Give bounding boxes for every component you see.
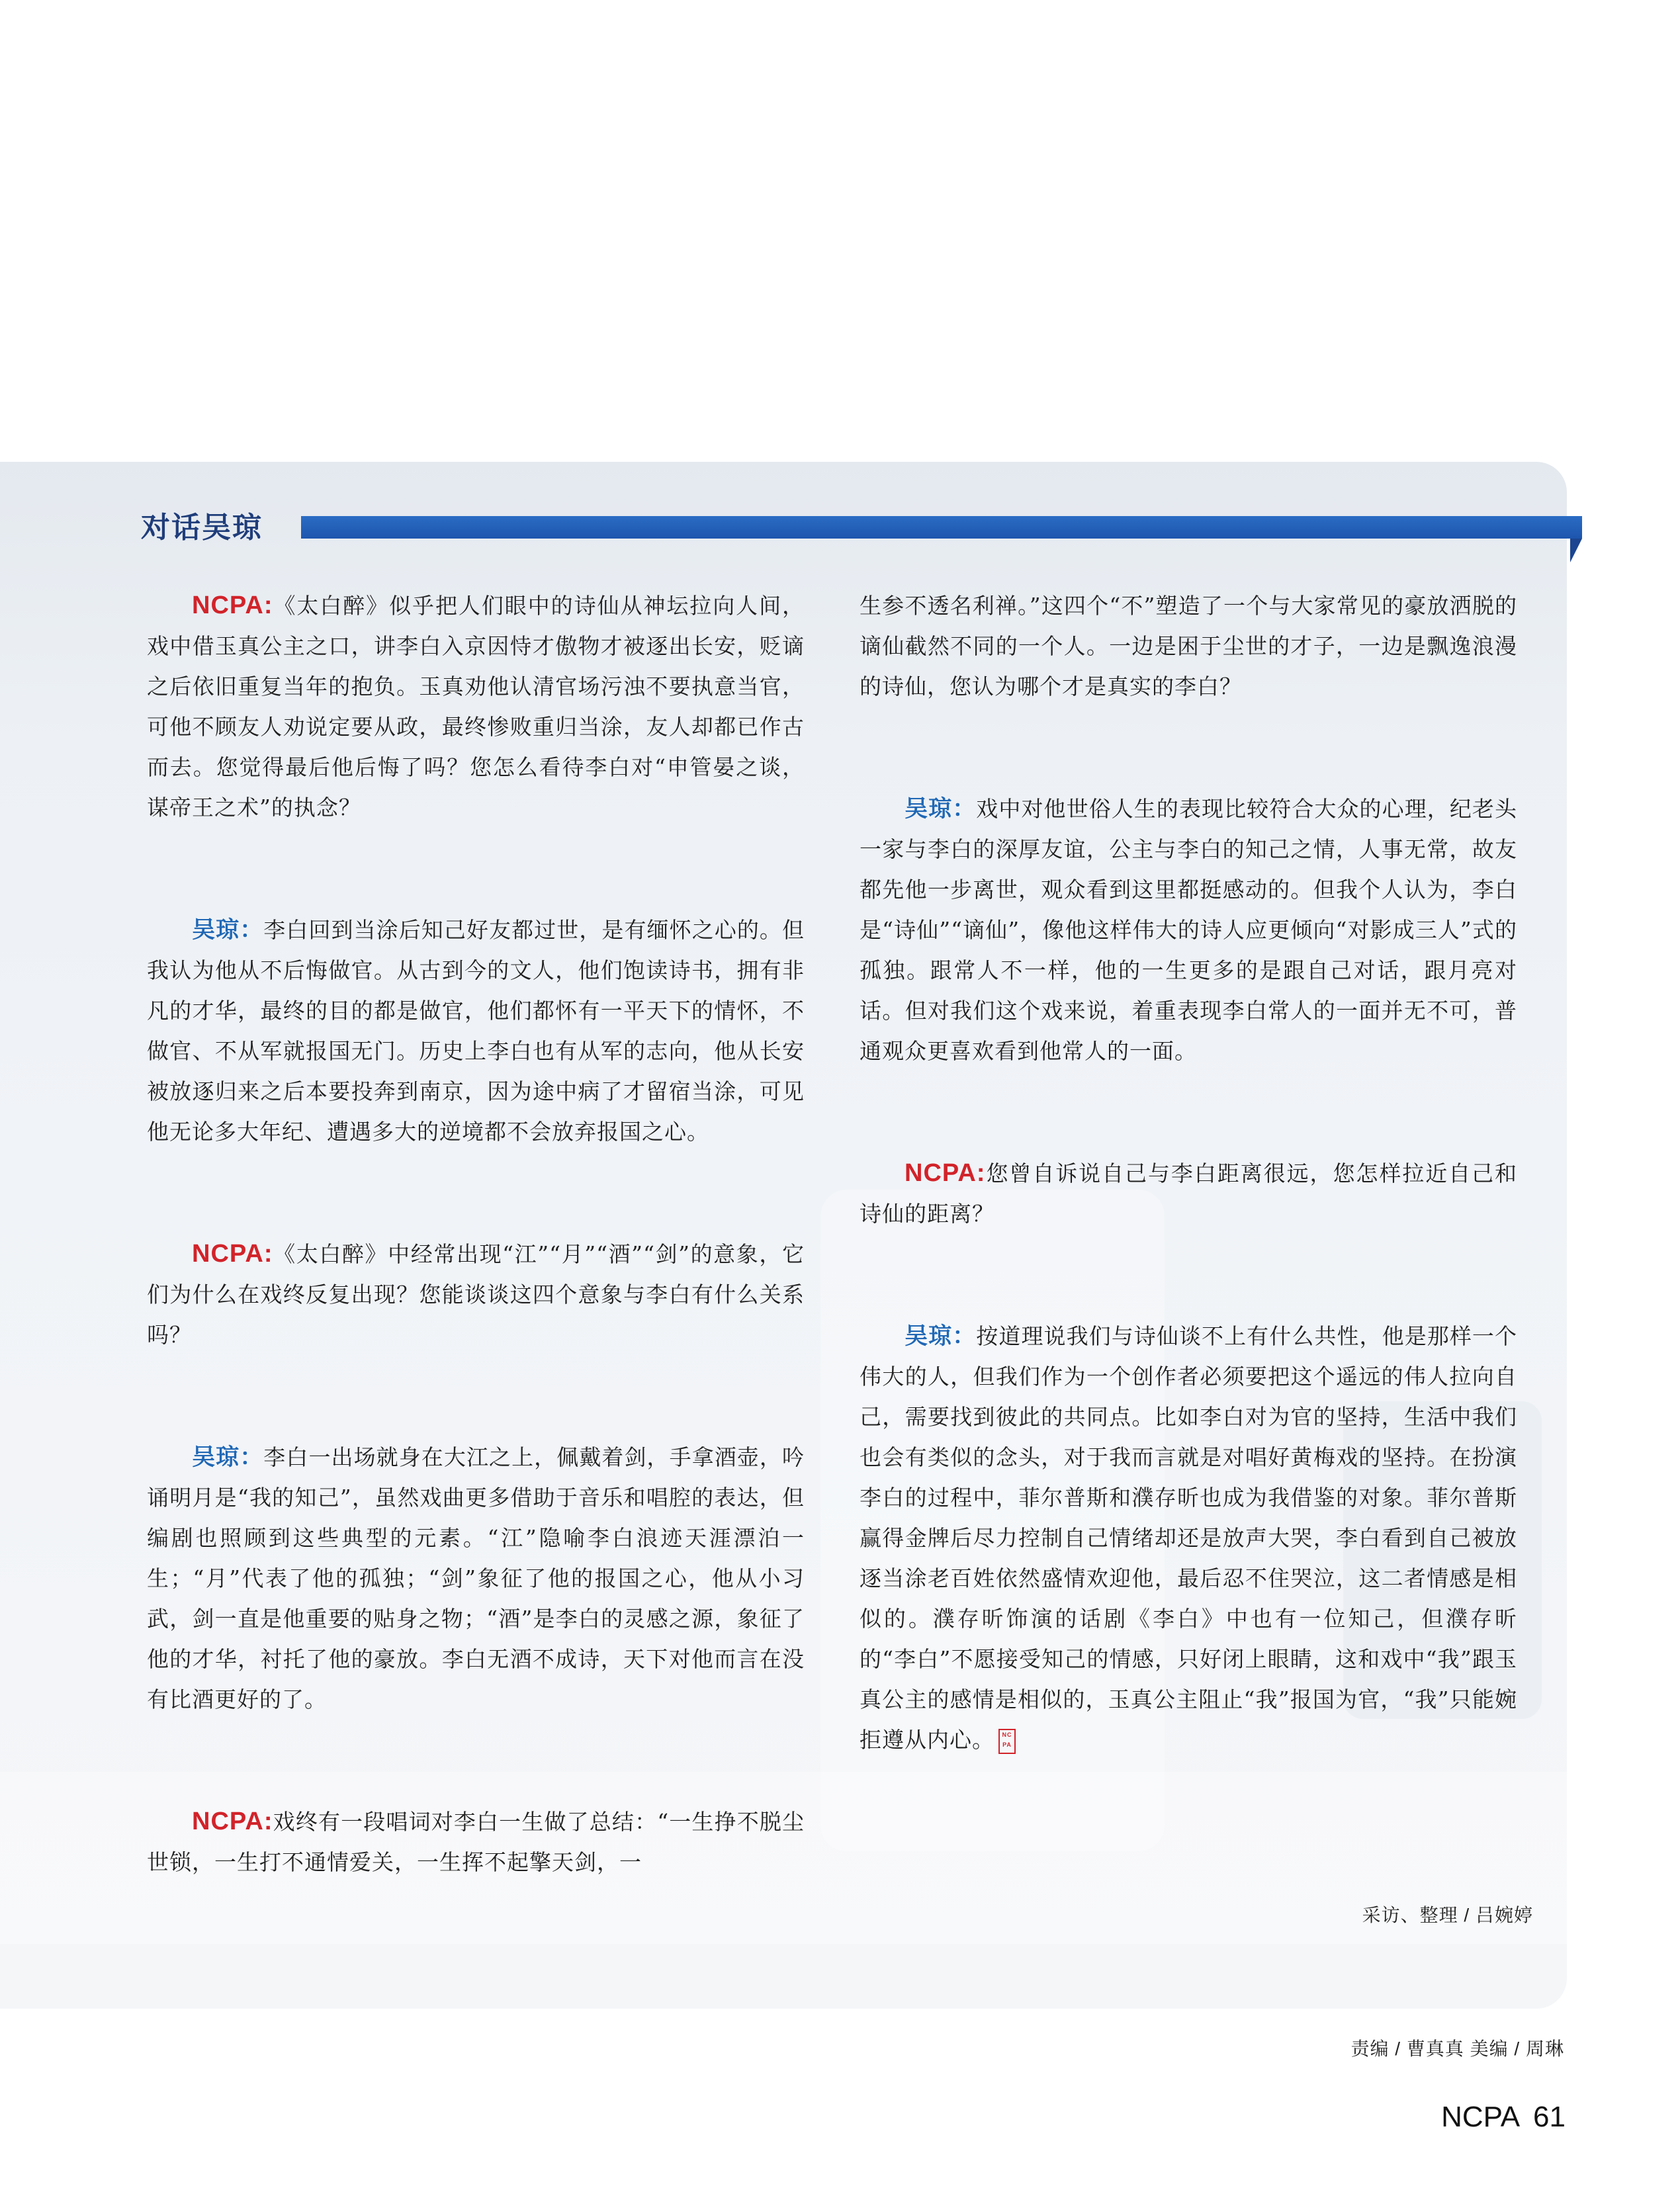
section-title: 对话吴琼 [141, 511, 263, 545]
left-column [147, 586, 805, 1964]
editor-credits: 责编 / 曹真真 美编 / 周琳 [1350, 2038, 1564, 2059]
paragraph-text: 按道理说我们与诗仙谈不上有什么共性，他是那样一个伟大的人，但我们作为一个创作者必须要把这个遥远的伟人拉向自己，需要找到彼此的共同点。比如李白对为官的坚持，生活中我们也会有类似的念头，对于我而言就是对唱好黄梅戏的坚持。在扮演李白的过程中，菲尔普斯和濮存昕也成为我借鉴的对象。菲尔普斯赢得金牌后尽力控制自己情绪却还是放声大哭，李白看到自己被放逐当涂老百姓依然盛情欢迎他，最后忍不住哭泣，这二者情感是相似的。濮存昕饰演的话剧《李白》中也有一位知己，但濮存昕的“李白”不愿接受知己的情感，只好闭上眼睛，这和戏中“我”跟玉真公主的感情是相似的，玉真公主阻止“我”报国为官，“我”只能婉拒遵从内心。 [860, 1323, 1517, 1753]
magazine-name: NCPA [1441, 2101, 1521, 2133]
qa-paragraph [147, 1437, 805, 1720]
paragraph-text: 您曾自诉说自己与李白距离很远，您怎样拉近自己和诗仙的距离？ [860, 1160, 1517, 1227]
speaker-wu-qiong: 吴琼： [905, 1323, 977, 1349]
right-column [860, 586, 1517, 1842]
qa-paragraph-continued [860, 586, 1517, 707]
interview-credit: 采访、整理 / 吕婉婷 [1362, 1905, 1533, 1925]
speaker-wu-qiong: 吴琼： [192, 1444, 264, 1470]
qa-paragraph [147, 910, 805, 1152]
qa-paragraph [860, 789, 1517, 1071]
paragraph-text: 《太白醉》中经常出现“江”“月”“酒”“剑”的意象，它们为什么在戏终反复出现？您能谈谈这四个意象与李白有什么关系吗？ [147, 1241, 805, 1348]
speaker-ncpa: NCPA: [192, 591, 273, 619]
speaker-ncpa: NCPA: [192, 1808, 273, 1835]
section-header-fold [1570, 539, 1582, 562]
section-header-bar [301, 516, 1582, 539]
qa-paragraph [860, 1316, 1517, 1760]
qa-paragraph [860, 1153, 1517, 1234]
paragraph-text: 《太白醉》似乎把人们眼中的诗仙从神坛拉向人间，戏中借玉真公主之口，讲李白入京因恃才傲物才被逐出长安，贬谪之后依旧重复当年的抱负。玉真劝他认清官场污浊不要执意当官，可他不顾友人劝说定要从政，最终惨败重归当涂，友人却都已作古而去。您觉得最后他后悔了吗？您怎么看待李白对“申管晏之谈，谋帝王之术”的执念？ [147, 593, 805, 820]
page-folio [1441, 2101, 1566, 2134]
paragraph-text: 戏中对他世俗人生的表现比较符合大众的心理，纪老头一家与李白的深厚友谊，公主与李白的知己之情，人事无常，故友都先他一步离世，观众看到这里都挺感动的。但我个人认为，李白是“诗仙”“谪仙”，像他这样伟大的诗人应更倾向“对影成三人”式的孤独。跟常人不一样，他的一生更多的是跟自己对话，跟月亮对话。但对我们这个戏来说，着重表现李白常人的一面并无不可，普通观众更喜欢看到他常人的一面。 [860, 796, 1517, 1064]
qa-paragraph [147, 1234, 805, 1355]
speaker-ncpa: NCPA: [905, 1159, 986, 1187]
page-number: 61 [1533, 2101, 1566, 2133]
qa-paragraph [147, 1802, 805, 1882]
paragraph-text: 生参不透名利禅。”这四个“不”塑造了一个与大家常见的豪放洒脱的谪仙截然不同的一个人。一边是困于尘世的才子，一边是飘逸浪漫的诗仙，您认为哪个才是真实的李白？ [860, 593, 1517, 699]
paragraph-text: 李白回到当涂后知己好友都过世，是有缅怀之心的。但我认为他从不后悔做官。从古到今的文人，他们饱读诗书，拥有非凡的才华，最终的目的都是做官，他们都怀有一平天下的情怀，不做官、不从军就报国无门。历史上李白也有从军的志向，他从长安被放逐归来之后本要投奔到南京，因为途中病了才留宿当涂，可见他无论多大年纪、遭遇多大的逆境都不会放弃报国之心。 [147, 917, 805, 1145]
ncpa-end-mark-icon: NC PA [998, 1729, 1016, 1754]
speaker-wu-qiong: 吴琼： [905, 796, 977, 822]
speaker-ncpa: NCPA: [192, 1240, 273, 1268]
paragraph-text: 李白一出场就身在大江之上，佩戴着剑，手拿酒壶，吟诵明月是“我的知己”，虽然戏曲更多借助于音乐和唱腔的表达，但编剧也照顾到这些典型的元素。“江”隐喻李白浪迹天涯漂泊一生；“月”代表了他的孤独；“剑”象征了他的报国之心，他从小习武，剑一直是他重要的贴身之物；“酒”是李白的灵感之源，象征了他的才华，衬托了他的豪放。李白无酒不成诗，天下对他而言在没有比酒更好的了。 [147, 1444, 805, 1712]
qa-paragraph [147, 586, 805, 828]
paragraph-text: 戏终有一段唱词对李白一生做了总结：“一生挣不脱尘世锁，一生打不通情爱关，一生挥不起擎天剑，一 [147, 1809, 805, 1875]
speaker-wu-qiong: 吴琼： [192, 917, 264, 943]
